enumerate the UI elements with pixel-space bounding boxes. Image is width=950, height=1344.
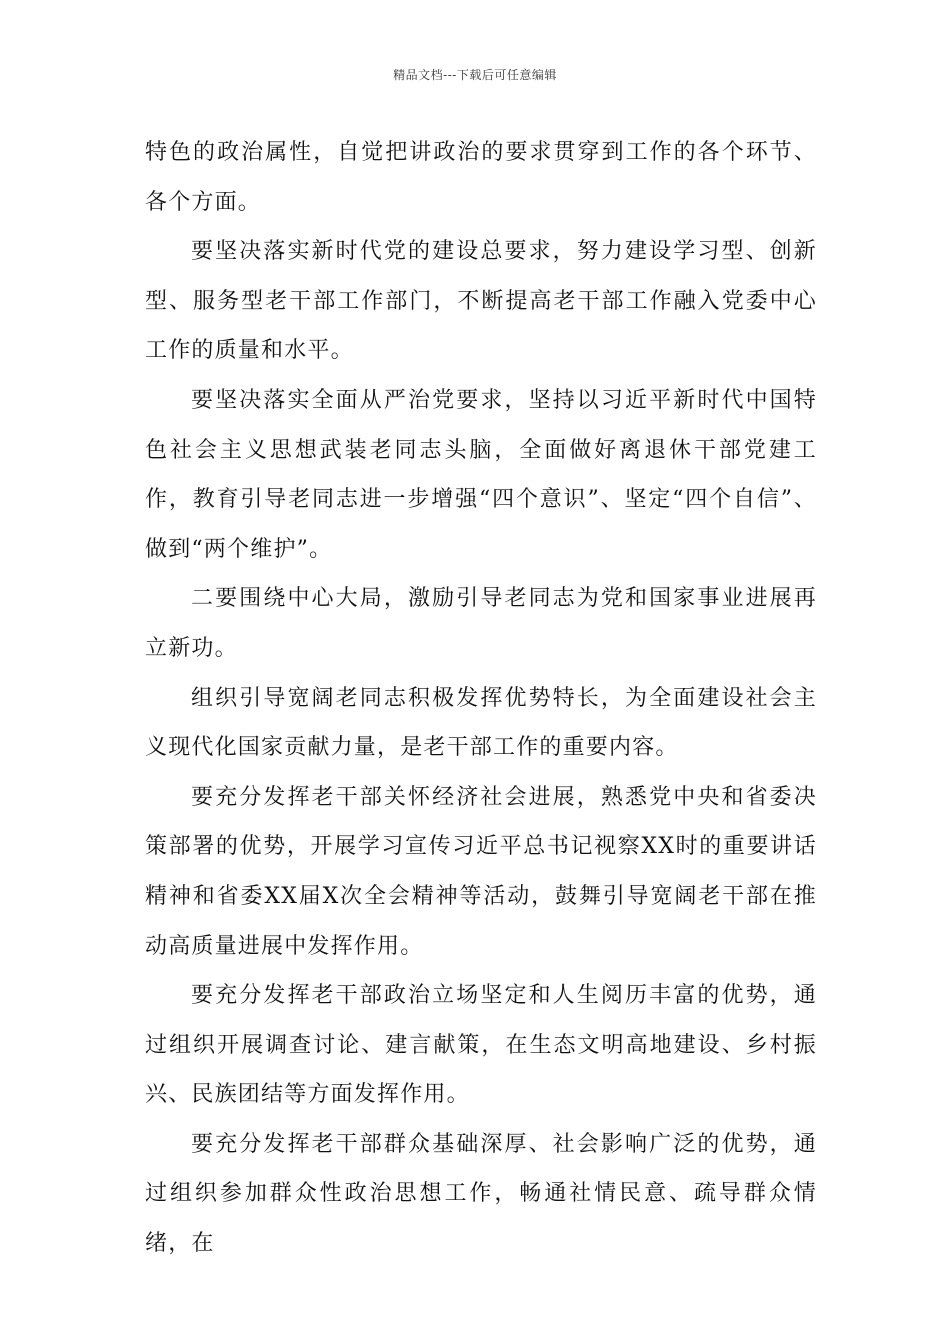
paragraph-3: 要坚决落实全面从严治党要求，坚持以习近平新时代中国特色社会主义思想武装老同志头脑，全面做好离退休干部党建工作，教育引导老同志进一步增强“四个意识”、坚定“四个自信”、做到“两个维护”。: [145, 387, 817, 562]
paragraph-5: 组织引导宽阔老同志积极发挥优势特长，为全面建设社会主义现代化国家贡献力量，是老干部工作的重要内容。: [145, 685, 817, 761]
document-body: [145, 128, 817, 1269]
paragraph-2: 要坚决落实新时代党的建设总要求，努力建设学习型、创新型、服务型老干部工作部门，不断提高老干部工作融入党委中心工作的质量和水平。: [145, 239, 817, 364]
paragraph-1: 特色的政治属性，自觉把讲政治的要求贯穿到工作的各个环节、各个方面。: [145, 140, 817, 215]
paragraph-7: 要充分发挥老干部政治立场坚定和人生阅历丰富的优势，通过组织开展调查讨论、建言献策，在生态文明高地建设、乡村振兴、民族团结等方面发挥作用。: [145, 983, 817, 1108]
paragraph-4: 二要围绕中心大局，激励引导老同志为党和国家事业进展再立新功。: [145, 586, 817, 661]
page-header: 精品文档---下载后可任意编辑: [393, 68, 557, 82]
paragraph-8: 要充分发挥老干部群众基础深厚、社会影响广泛的优势，通过组织参加群众性政治思想工作，畅通社情民意、疏导群众情绪，在: [145, 1131, 817, 1257]
paragraph-6: 要充分发挥老干部关怀经济社会进展，熟悉党中央和省委决策部署的优势，开展学习宣传习近平总书记视察XX时的重要讲话精神和省委XX届X次全会精神等活动，鼓舞引导宽阔老干部在推动高质量进展中发挥作用。: [145, 784, 817, 959]
